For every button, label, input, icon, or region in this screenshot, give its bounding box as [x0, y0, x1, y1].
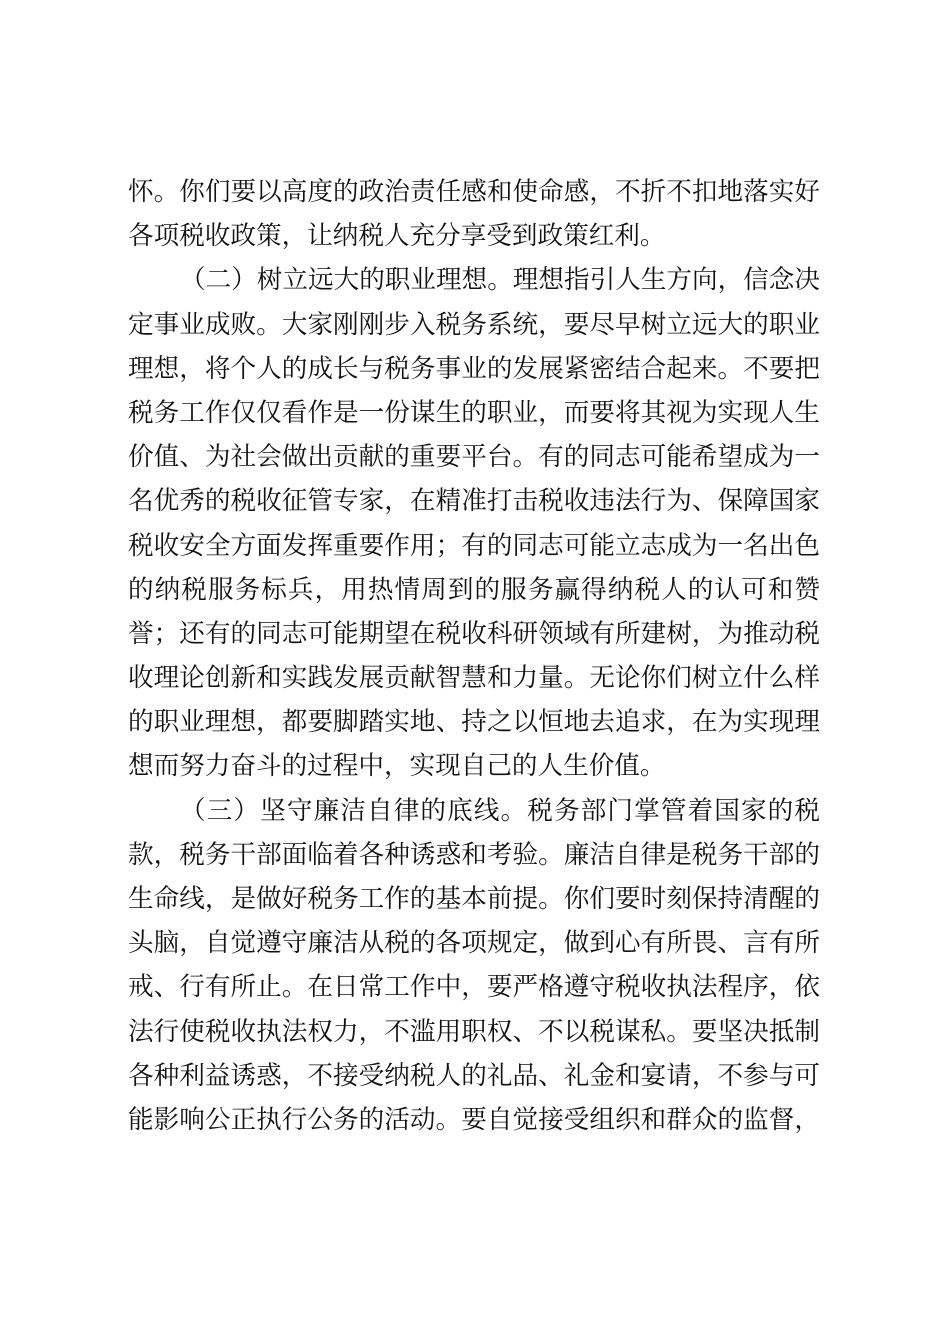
- text-line: 收理论创新和实践发展贡献智慧和力量。无论你们树立什么样: [128, 663, 820, 694]
- text-line: 的职业理想，都要脚踏实地、持之以恒地去追求，在为实现理: [128, 707, 820, 738]
- text-line: 怀。你们要以高度的政治责任感和使命感，不折不扣地落实好: [128, 177, 820, 207]
- text-line: 款，税务干部面临着各种诱惑和考验。廉洁自律是税务干部的: [128, 839, 820, 870]
- text-line: 法行使税收执法权力，不滥用职权、不以税谋私。要坚决抵制: [128, 1016, 820, 1047]
- text-line: 各种利益诱惑，不接受纳税人的礼品、礼金和宴请，不参与可: [128, 1060, 820, 1091]
- text-line: 的纳税服务标兵，用热情周到的服务赢得纳税人的认可和赞: [128, 574, 820, 605]
- text-line: 税收安全方面发挥重要作用；有的同志可能立志成为一名出色: [128, 530, 820, 561]
- document-body: [128, 170, 820, 1142]
- text-line: 税务工作仅仅看作是一份谋生的职业，而要将其视为实现人生: [128, 397, 820, 428]
- text-line: 头脑，自觉遵守廉洁从税的各项规定，做到心有所畏、言有所: [128, 928, 820, 959]
- text-line: 戒、行有所止。在日常工作中，要严格遵守税收执法程序，依: [128, 972, 820, 1003]
- text-line: 名优秀的税收征管专家，在精准打击税收违法行为、保障国家: [128, 486, 820, 517]
- text-line: 各项税收政策，让纳税人充分享受到政策红利。: [128, 221, 666, 252]
- text-line: 生命线，是做好税务工作的基本前提。你们要时刻保持清醒的: [128, 884, 820, 914]
- text-line: 理想，将个人的成长与税务事业的发展紧密结合起来。不要把: [128, 353, 820, 384]
- text-line: 誉；还有的同志可能期望在税收科研领域有所建树，为推动税: [128, 618, 820, 649]
- text-line: 定事业成败。大家刚刚步入税务系统，要尽早树立远大的职业: [128, 309, 820, 340]
- paragraph-heading-line: （三）坚守廉洁自律的底线。税务部门掌管着国家的税: [180, 795, 820, 826]
- text-line: 价值、为社会做出贡献的重要平台。有的同志可能希望成为一: [128, 442, 820, 473]
- paragraph-heading-line: （二）树立远大的职业理想。理想指引人生方向，信念决: [180, 265, 820, 296]
- text-line: 想而努力奋斗的过程中，实现自己的人生价值。: [128, 751, 666, 782]
- text-line: 能影响公正执行公务的活动。要自觉接受组织和群众的监督，: [128, 1104, 820, 1135]
